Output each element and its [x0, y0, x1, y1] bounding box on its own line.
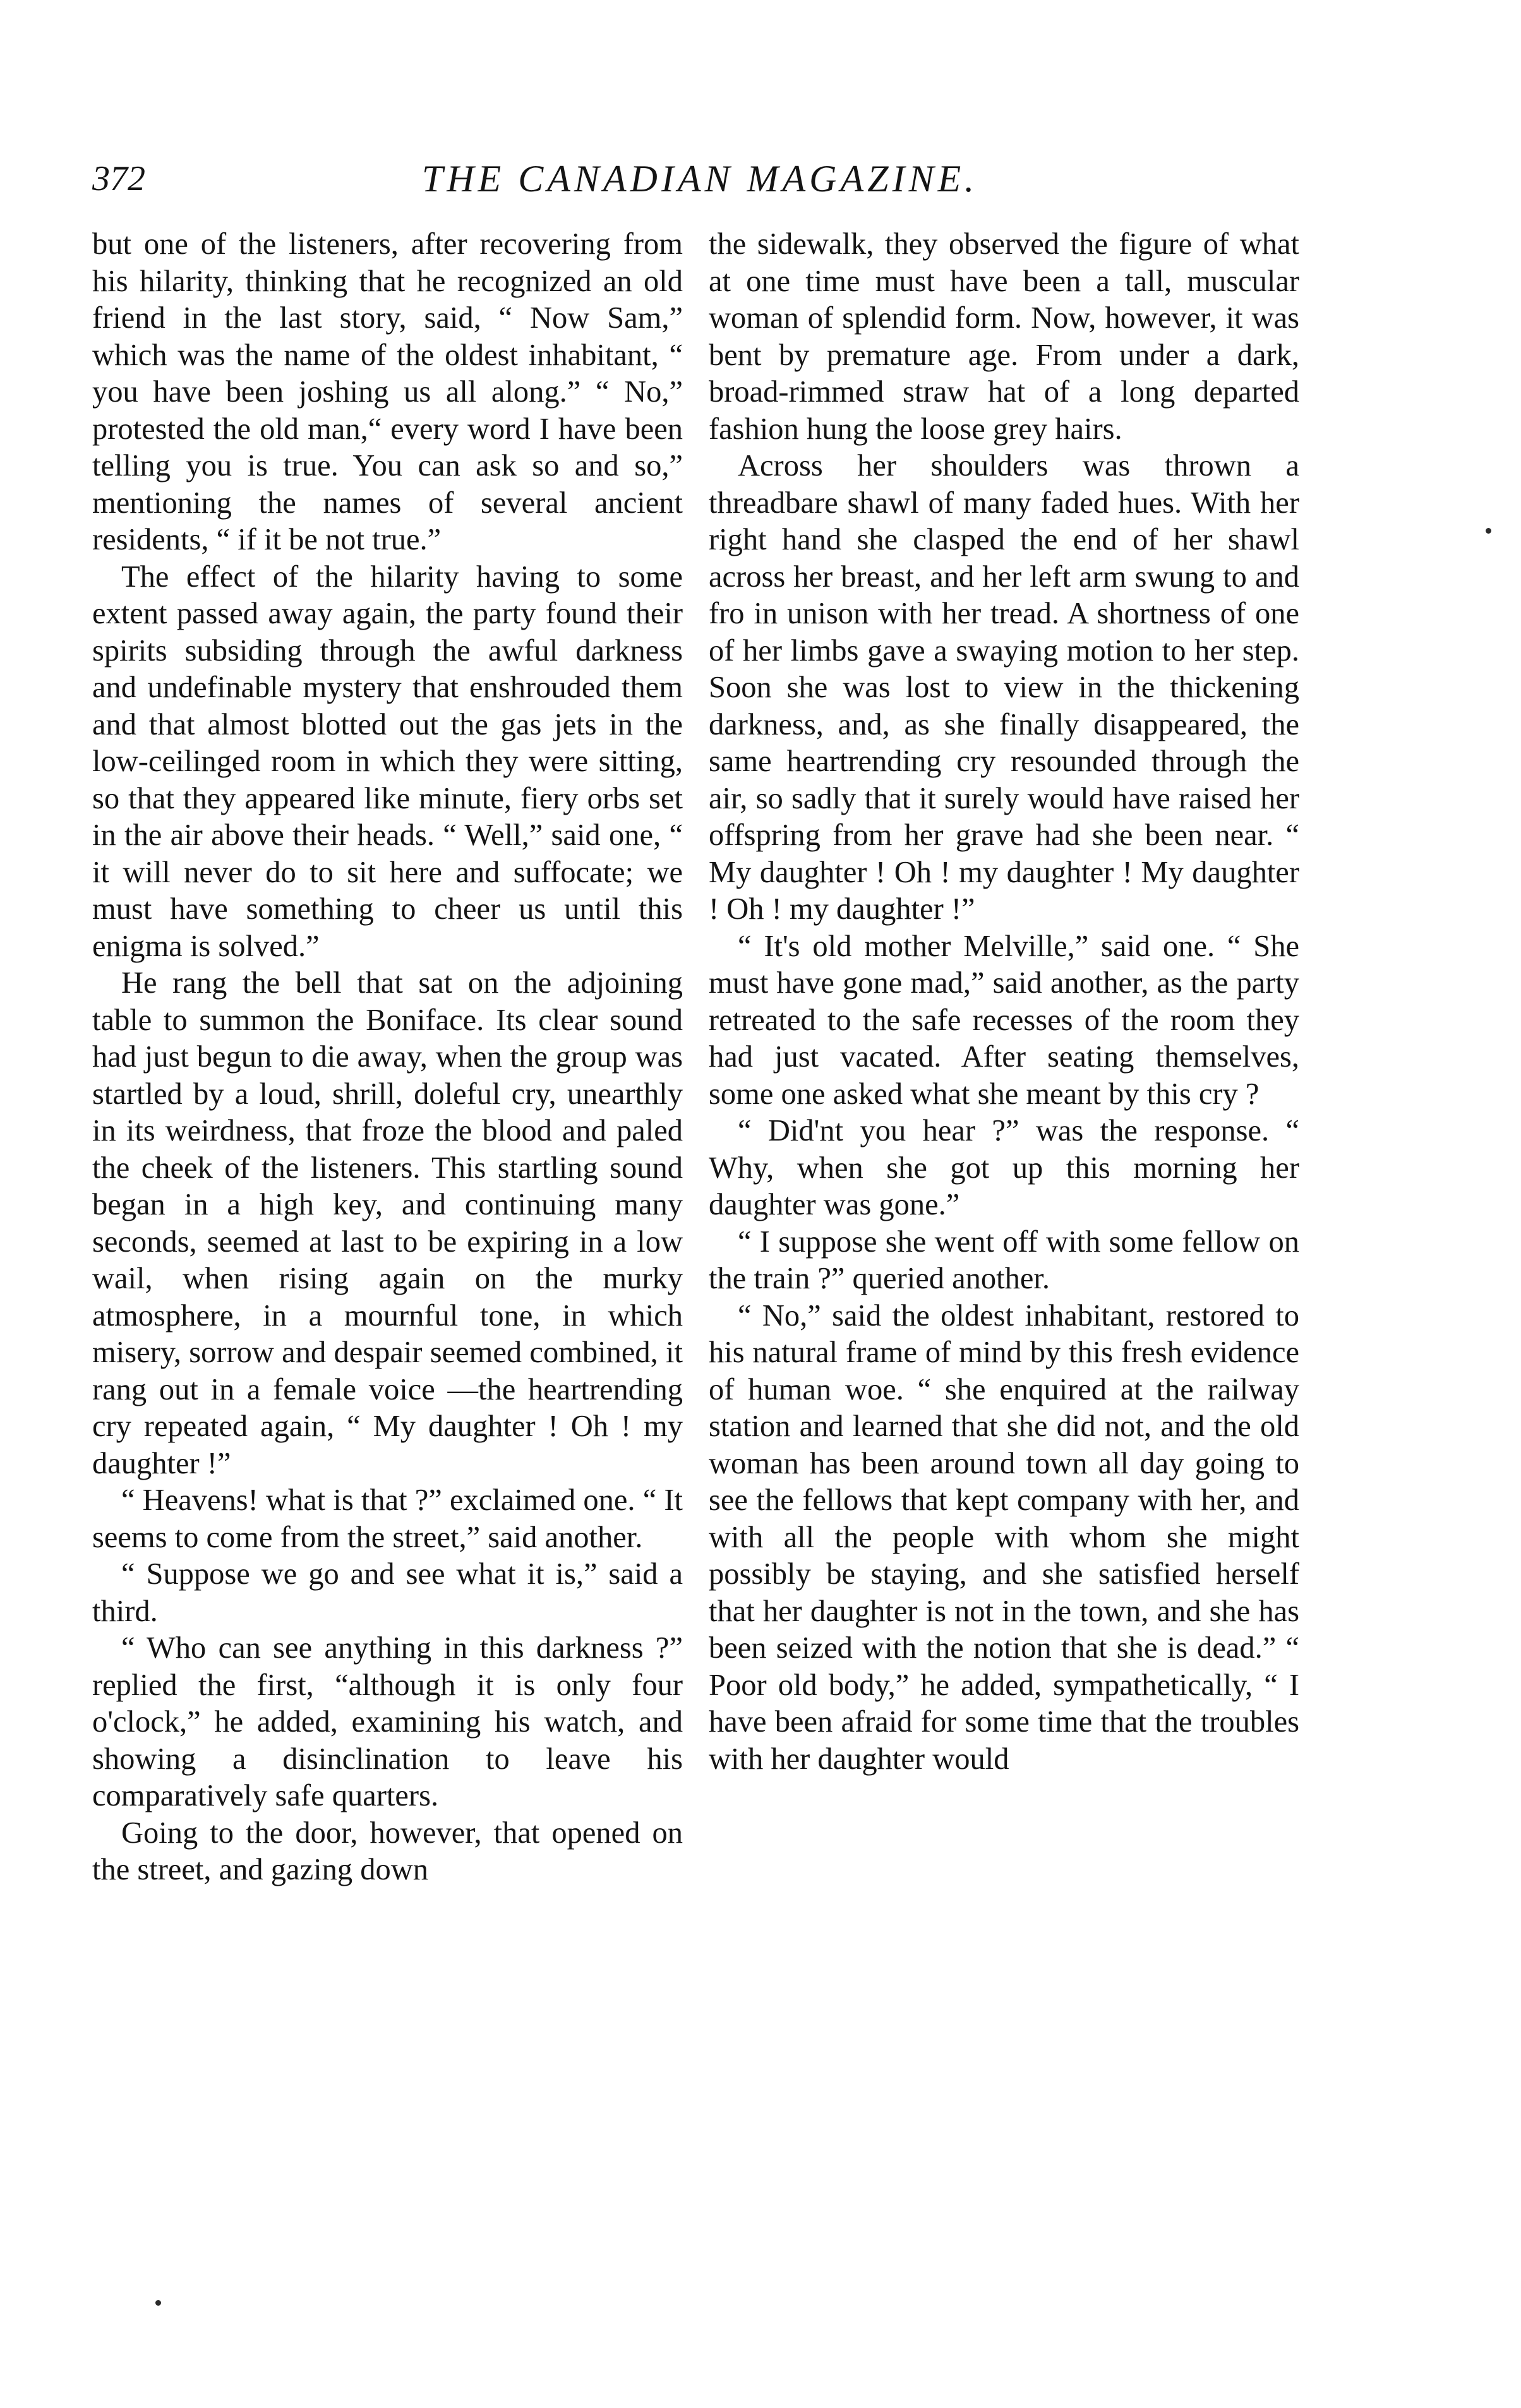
page-header	[92, 150, 1308, 207]
paragraph: Going to the door, however, that opened on the street, and gazing down	[92, 1816, 683, 1886]
paragraph: The effect of the hilarity having to some extent passed away again, the party found their spirits subsiding through the awful darkness and undefinable mystery that enshrouded them and that almost blotted out the gas jets in the low-ceilinged room in which they were sitting, so that they appeared like minute, fiery orbs set in the air above their heads. “ Well,” said one, “ it will never do to sit here and suffocate; we must have something to cheer us until this enigma is solved.”	[92, 560, 683, 963]
paragraph: “ Heavens! what is that ?” exclaimed one. “ It seems to come from the street,” said another.	[92, 1483, 683, 1554]
page-number: 372	[92, 159, 145, 198]
paragraph: but one of the listeners, after recovering from his hilarity, thinking that he recognized an old friend in the last story, said, “ Now Sam,” which was the name of the oldest inhabitant, “ you have been joshing us all along.” “ No,” protested the old man,“ every word I have been telling you is true. You can ask so and so,” mentioning the names of several ancient residents, “ if it be not true.”	[92, 227, 683, 556]
running-title: THE CANADIAN MAGAZINE.	[421, 158, 978, 200]
paragraph: “ Suppose we go and see what it is,” said a third.	[92, 1557, 683, 1628]
paragraph: Across her shoulders was thrown a threadbare shawl of many faded hues. With her right hand she clasped the end of her shawl across her breast, and her left arm swung to and fro in unison with her tread. A shortness of one of her limbs gave a swaying motion to her step. Soon she was lost to view in the thickening darkness, and, as she finally disappeared, the same heartrending cry resounded through the air, so sadly that it surely would have raised her offspring from her grave had she been near. “ My daughter ! Oh ! my daughter ! My daughter ! Oh ! my daughter !”	[709, 449, 1299, 926]
right-column	[709, 226, 1299, 1778]
paragraph: “ Who can see anything in this darkness ?” replied the first, “although it is only four o'clock,” he added, examining his watch, and showing a disinclination to leave his comparatively safe quarters.	[92, 1631, 683, 1812]
paragraph: “ Did'nt you hear ?” was the response. “ Why, when she got up this morning her daughter was gone.”	[709, 1114, 1299, 1221]
stray-ink-dot	[155, 2300, 161, 2306]
paragraph: “ I suppose she went off with some fellow on the train ?” queried another.	[709, 1225, 1299, 1295]
paragraph: the sidewalk, they observed the figure of what at one time must have been a tall, muscular woman of splendid form. Now, however, it was bent by premature age. From under a dark, broad-rimmed straw hat of a long departed fashion hung the loose grey hairs.	[709, 227, 1299, 446]
stray-ink-dot	[1486, 528, 1491, 534]
paragraph: He rang the bell that sat on the adjoining table to summon the Boniface. Its clear sound had just begun to die away, when the group was startled by a loud, shrill, doleful cry, unearthly in its weirdness, that froze the blood and paled the cheek of the listeners. This startling sound began in a high key, and continuing many seconds, seemed at last to be expiring in a low wail, when rising again on the murky atmosphere, in a mournful tone, in which misery, sorrow and despair seemed combined, it rang out in a female voice —the heartrending cry repeated again, “ My daughter ! Oh ! my daughter !”	[92, 966, 683, 1480]
paragraph: “ No,” said the oldest inhabitant, restored to his natural frame of mind by this fresh evidence of human woe. “ she enquired at the railway station and learned that she did not, and the old woman has been around town all day going to see the fellows that kept company with her, and with all the people with whom she might possibly be staying, and she satisfied herself that her daughter is not in the town, and she has been seized with the notion that she is dead.” “ Poor old body,” he added, sympathetically, “ I have been afraid for some time that the troubles with her daughter would	[709, 1298, 1299, 1776]
paragraph: “ It's old mother Melville,” said one. “ She must have gone mad,” said another, as the party retreated to the safe recesses of the room they had just vacated. After seating themselves, some one asked what she meant by this cry ?	[709, 929, 1299, 1111]
left-column	[92, 226, 683, 1889]
